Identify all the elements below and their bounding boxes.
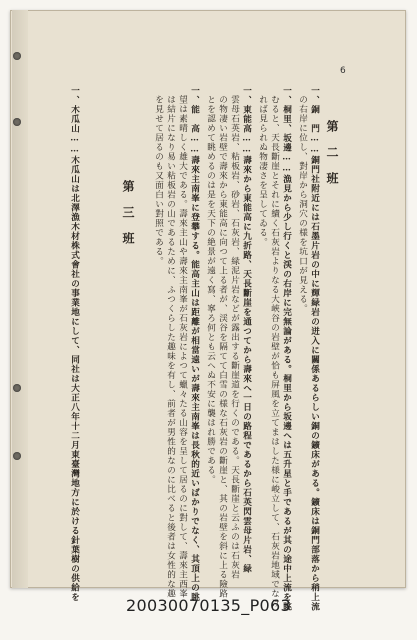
- image-caption: 20030070135_P063: [126, 596, 291, 615]
- page-number: 6: [340, 66, 346, 76]
- section-line: を見せて居るのも又面白い對照である。: [153, 95, 164, 266]
- binding-hole: [13, 52, 21, 60]
- section-line: 一、桐里、坂邊……漁見から少し行くと渓の右岸に完無論がある。桐里から坂邊へは五升星と手であるが其の途中上流を眺: [281, 86, 292, 612]
- section-line: の右岸に位し、對岸から洞穴の様を坑口が見える。: [297, 95, 308, 314]
- section-line: の物凄い岩壁で壽來から東能高に向つて上る者が、渓谷を隔てて白雪の様な石灰岩の斷崖と、其の岩壁を斜に上る險路: [217, 95, 228, 599]
- binding-hole: [13, 384, 21, 392]
- binding-hole: [13, 118, 21, 126]
- heading-third-squad: 第三班: [121, 180, 135, 258]
- section-line: 望は素晴しく雄大である。壽來主山や壽來主南峯が石灰岩によつて蠟々たる山容を呈して居るのに對して、壽來主西峯: [177, 95, 188, 599]
- section-line: 一、木瓜山……木瓜山は北澤漁木材株式會社の事業地にして、同社は大正八年十二月東臺灣地方に於ける針葉樹の供給を: [69, 86, 80, 602]
- binding-hole: [13, 452, 21, 460]
- section-line: とを認めて眺めるのは是を天下の絶景が遠く寫、寧ろ何とも云へぬ不安に襲はれ勝である。: [205, 95, 216, 485]
- section-line: 一、能 高……壽來主南峯に登攀する。能高主山は距離が相當遠いが壽來主南峯は長秋的近いばかりでなく、其頂上の眺: [189, 86, 200, 602]
- section-line: 一、銅 門……銅門社附近には石墨片岩の中に輝緑岩の迸入に關係あるらしい銅の鑛床がある。鑛床は銅門部落から稍上流: [309, 86, 320, 612]
- section-line: むると、天長斷崖とそれに續く石灰岩よりなる大峽谷の岩壁が恰も屏風を立てまはした様に峻立して、石灰岩地域でなけ: [269, 95, 280, 608]
- section-line: 雲母石英岩、粘板岩、砂岩、石灰岩、緑泥片岩などが露出する斷崖道を行くのである。天長斷崖と云ふのは石灰岩: [229, 95, 240, 580]
- section-line: れば見られぬ物凄さを呈してゐる。: [257, 95, 268, 247]
- section-line: は結片になり易い粘板岩の山であるために、ふつくらした趣味を有し、前者が男性的なのに比べると後者は女性的な趣: [165, 95, 176, 599]
- section-line: 一、東能高……壽來から東能高に九折路、天長斷崖を通つてから壽來へ一日の路程であるから石英閃雲母片岩、緑: [241, 86, 252, 574]
- heading-second-squad: 第二班: [325, 120, 339, 198]
- binding-margin: [12, 10, 28, 588]
